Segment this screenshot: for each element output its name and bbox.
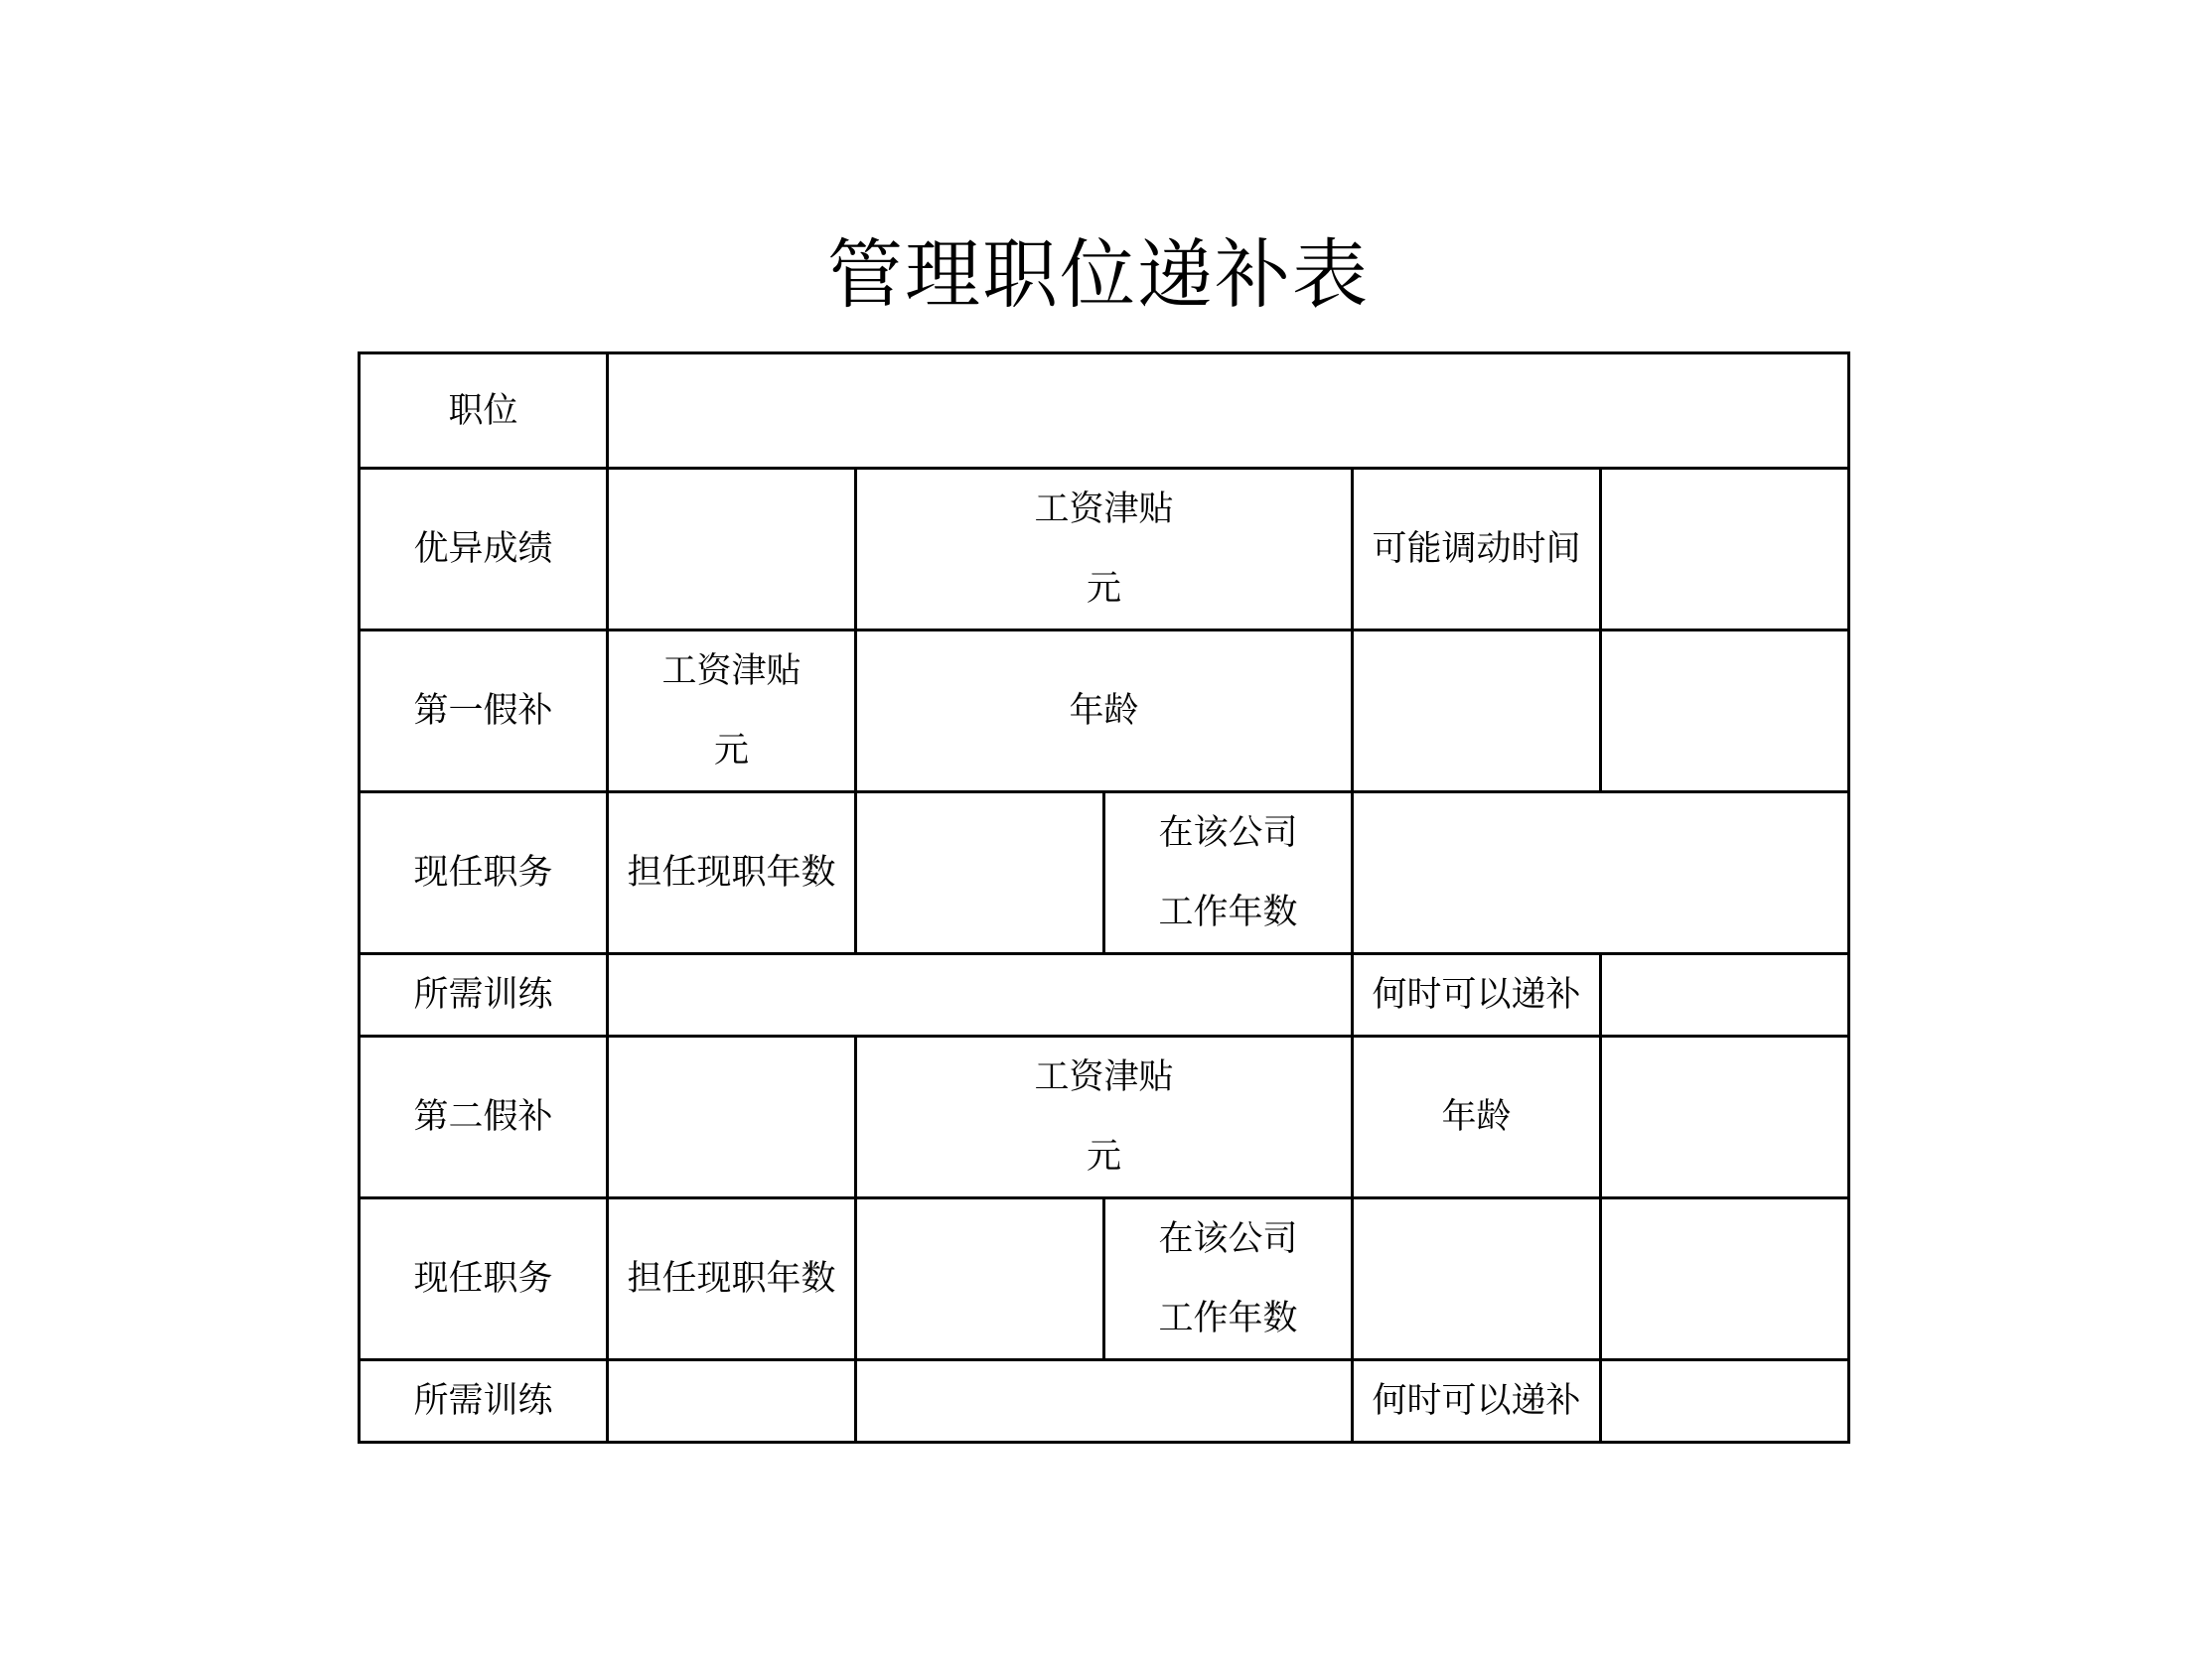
table-row [360, 469, 1849, 630]
second-current-job-label: 现任职务 [360, 1198, 608, 1360]
first-current-job-label: 现任职务 [360, 792, 608, 954]
first-company-years-cell [1104, 792, 1353, 954]
second-age-field[interactable] [1601, 1037, 1849, 1198]
second-when-field[interactable] [1601, 1360, 1849, 1443]
salary-unit-label: 元 [1086, 1137, 1121, 1177]
company-years-label-line2: 工作年数 [1158, 893, 1298, 932]
second-age-label: 年龄 [1353, 1037, 1601, 1198]
second-years-in-role-label: 担任现职年数 [608, 1198, 856, 1360]
company-years-label-line1: 在该公司 [1158, 1219, 1298, 1259]
position-field[interactable] [608, 353, 1849, 469]
table-row [360, 1037, 1849, 1198]
salary-allowance-label: 工资津贴 [1034, 1057, 1174, 1097]
second-training-label: 所需训练 [360, 1360, 608, 1443]
company-years-label-line2: 工作年数 [1158, 1299, 1298, 1338]
position-label: 职位 [360, 353, 608, 469]
salary-unit-label: 元 [1086, 569, 1121, 609]
table-row [360, 792, 1849, 954]
company-years-label-line1: 在该公司 [1158, 813, 1298, 853]
first-training-label: 所需训练 [360, 954, 608, 1037]
second-extra-field[interactable] [1601, 1198, 1849, 1360]
salary-unit-label: 元 [713, 731, 749, 770]
first-company-years-field[interactable] [1353, 792, 1849, 954]
first-years-in-role-field[interactable] [856, 792, 1104, 954]
page-title: 管理职位递补表 [827, 230, 1370, 319]
first-years-in-role-label: 担任现职年数 [608, 792, 856, 954]
first-candidate-label: 第一假补 [360, 630, 608, 792]
second-candidate-label: 第二假补 [360, 1037, 608, 1198]
transfer-time-label: 可能调动时间 [1353, 469, 1601, 630]
table-row [360, 1198, 1849, 1360]
replacement-form-table [358, 351, 1850, 1444]
table-row [360, 630, 1849, 792]
second-training-field-b[interactable] [856, 1360, 1353, 1443]
first-when-label: 何时可以递补 [1353, 954, 1601, 1037]
first-salary-allowance-cell[interactable] [608, 630, 856, 792]
second-salary-allowance-cell[interactable] [856, 1037, 1353, 1198]
second-company-years-field[interactable] [1353, 1198, 1601, 1360]
table-row [360, 1360, 1849, 1443]
second-candidate-field[interactable] [608, 1037, 856, 1198]
first-when-field[interactable] [1601, 954, 1849, 1037]
salary-allowance-label: 工资津贴 [661, 651, 801, 691]
table-row [360, 353, 1849, 469]
second-years-in-role-field[interactable] [856, 1198, 1104, 1360]
salary-allowance-label: 工资津贴 [1034, 490, 1174, 529]
first-training-field[interactable] [608, 954, 1353, 1037]
first-age-field[interactable] [1353, 630, 1601, 792]
first-extra-field[interactable] [1601, 630, 1849, 792]
second-when-label: 何时可以递补 [1353, 1360, 1601, 1443]
transfer-time-field[interactable] [1601, 469, 1849, 630]
table-row [360, 954, 1849, 1037]
second-training-field-a[interactable] [608, 1360, 856, 1443]
salary-allowance-cell[interactable] [856, 469, 1353, 630]
second-company-years-cell [1104, 1198, 1353, 1360]
first-age-label: 年龄 [856, 630, 1353, 792]
excellence-field[interactable] [608, 469, 856, 630]
excellence-label: 优异成绩 [360, 469, 608, 630]
